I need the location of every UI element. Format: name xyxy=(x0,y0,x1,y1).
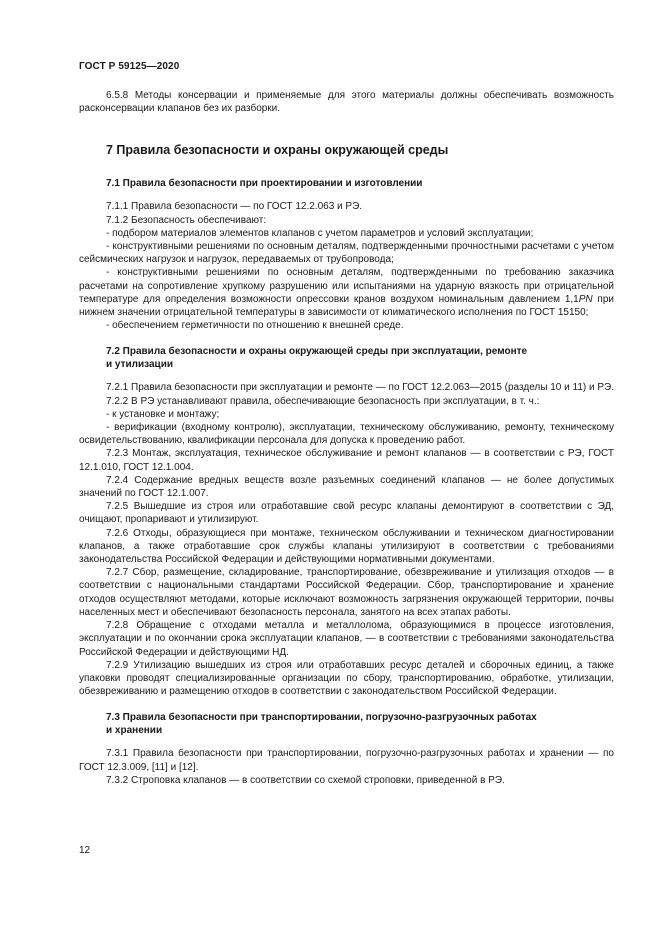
paragraph-7-2-3: 7.2.3 Монтаж, эксплуатация, техническое обслуживание и ремонт клапанов — в соответствии с РЭ, ГОСТ 12.1.010, ГОСТ 12.1.004. xyxy=(79,448,614,473)
document-header: ГОСТ Р 59125—2020 xyxy=(79,61,180,72)
subsection-7-1-title: 7.1 Правила безопасности при проектировании и изготовлении xyxy=(106,178,423,190)
paragraph-7-2-9: 7.2.9 Утилизацию вышедших из строя или отработавших ресурс деталей и сборочных единиц, а также упаковки проводят специализированные организации по сбору, транспортированию, обработке, утилизации, обезвреживанию и размещению отходов в соответствии с законодательством Российской Федерации. xyxy=(79,659,614,698)
list-item: - к установке и монтажу; xyxy=(106,408,220,420)
list-item: - верификации (входному контролю), эксплуатации, техническому обслуживанию, ремонту, техническому освидетельствованию, квалификации персонала для допуска к проведению работ. xyxy=(79,422,614,447)
paragraph-7-2-8: 7.2.8 Обращение с отходами металла и металлолома, образующимися в процессе изготовления, эксплуатации и по окончании срока эксплуатации клапанов, — в соответствии с требованиями законодательства Российской Федерации и действующими НД. xyxy=(79,620,614,658)
list-item: - обеспечением герметичности по отношению к внешней среде. xyxy=(106,320,404,332)
title-line: 7.3 Правила безопасности при транспортировании, погрузочно-разгрузочных работах xyxy=(106,712,537,724)
paragraph-7-2-1: 7.2.1 Правила безопасности при эксплуатации и ремонте — по ГОСТ 12.2.063—2015 (разделы 10 и 11) и РЭ. xyxy=(106,382,614,394)
paragraph-7-1-2: 7.1.2 Безопасность обеспечивают: xyxy=(106,214,267,226)
paragraph-7-1-1: 7.1.1 Правила безопасности — по ГОСТ 12.2.063 и РЭ. xyxy=(106,201,363,213)
list-item xyxy=(79,266,614,319)
paragraph-7-2-4: 7.2.4 Содержание вредных веществ возле разъемных соединений клапанов — не более допустимых значений по ГОСТ 12.1.007. xyxy=(79,474,614,500)
pn-symbol: PN xyxy=(578,293,593,305)
list-item-text: - конструктивными решениями по основным деталям, подтвержденными по требованию заказчика расчетами на сопротивление хрупкому разрушению или испытаниями на ударную вязкость при отрицательной температуре для определения возможности опрессовки кранов воздухом номинальным давлением 1,1 xyxy=(79,267,614,305)
list-item: - подбором материалов элементов клапанов с учетом параметров и условий эксплуатации; xyxy=(106,227,534,239)
title-line: 7.2 Правила безопасности и охраны окружающей среды при эксплуатации, ремонте xyxy=(106,346,528,358)
list-item: - конструктивными решениями по основным деталям, подтвержденными прочностными расчетами с учетом сейсмических нагрузок и нагрузок, передаваемых от трубопровода; xyxy=(79,241,614,266)
paragraph-7-2-7: 7.2.7 Сбор, размещение, складирование, транспортирование, обезвреживание и утилизация отходов — в соответствии с национальными стандартами Российской Федерации. Сбор, транспортирование и хранение отходов осуществляют методами, которые исключают возможность загрязнения окружающей территории, почвы населенных мест и обеспечивают безопасность персонала, занятого на всех этапах работы. xyxy=(79,567,614,618)
subsection-7-3-title xyxy=(106,711,614,737)
paragraph-7-2-2: 7.2.2 В РЭ устанавливают правила, обеспечивающие безопасность при эксплуатации, в т. ч.: xyxy=(106,395,540,407)
page-content xyxy=(79,89,614,787)
paragraph-7-2-5: 7.2.5 Вышедшие из строя или отработавшие свой ресурс клапаны демонтируют в соответствии с ЭД, очищают, пропаривают и утилизируют. xyxy=(79,501,614,526)
title-line: и хранении xyxy=(106,725,163,737)
paragraph-7-3-1: 7.3.1 Правила безопасности при транспортировании, погрузочно-разгрузочных работах и хранении — по ГОСТ 12.3.009, [11] и [12]. xyxy=(79,748,614,773)
paragraph-7-3-2: 7.3.2 Строповка клапанов — в соответствии со схемой строповки, приведенной в РЭ. xyxy=(106,774,505,786)
title-line: и утилизации xyxy=(106,359,173,371)
page-number: 12 xyxy=(79,845,91,856)
paragraph-7-2-6: 7.2.6 Отходы, образующиеся при монтаже, техническом обслуживании и техническом диагностировании клапанов, а также отработавшие срок службы клапаны утилизируют в соответствии с требованиями законодательства Российской Федерации и действующими нормативными документами. xyxy=(79,527,614,566)
section-7-title: 7 Правила безопасности и охраны окружающей среды xyxy=(106,143,449,158)
paragraph-6-5-8: 6.5.8 Методы консервации и применяемые для этого материалы должны обеспечивать возможность расконсервации клапанов без их разборки. xyxy=(79,90,614,115)
subsection-7-2-title xyxy=(106,345,614,371)
list-item-text: при нижнем значении отрицательной температуры в зависимости от климатического исполнения по ГОСТ 15150; xyxy=(79,293,614,319)
